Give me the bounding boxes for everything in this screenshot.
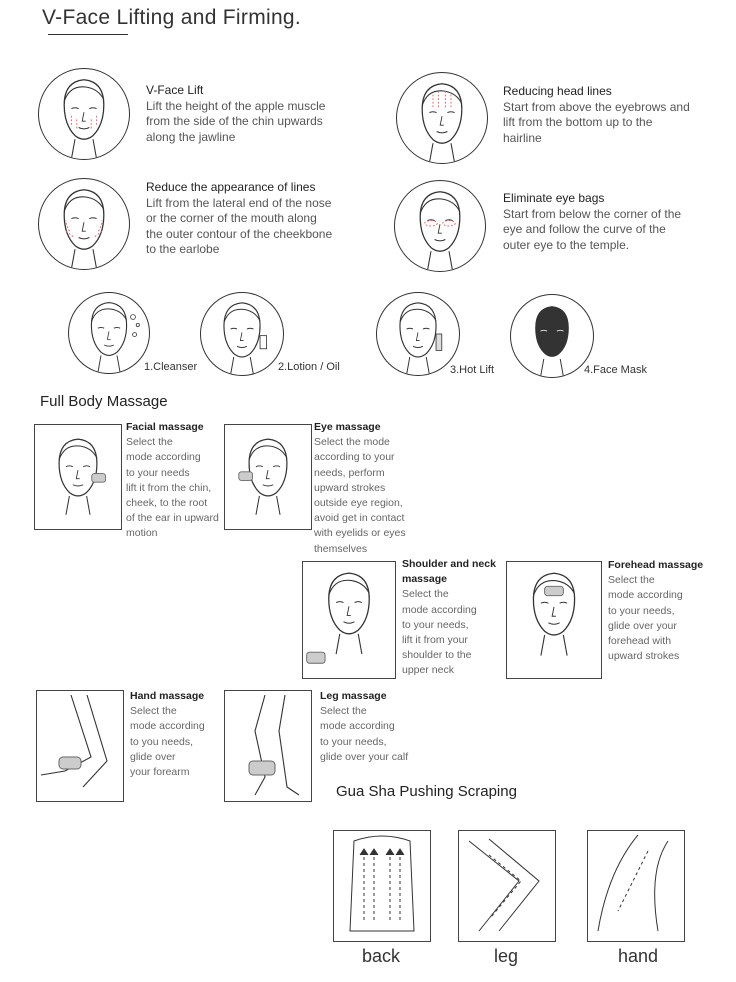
hand-massage-line: Select the [130, 705, 177, 718]
full-body-title: Full Body Massage [40, 393, 168, 410]
reduce-lines-illustration [38, 178, 130, 270]
gua-sha-back-illustration [333, 830, 431, 942]
hand-massage-line: mode according [130, 720, 205, 733]
shoulder-neck-heading2: massage [402, 573, 447, 586]
reduce-lines-line: or the corner of the mouth along [146, 211, 317, 225]
reduce-lines-heading: Reduce the appearance of lines [146, 180, 316, 194]
shoulder-neck-line: shoulder to the [402, 649, 472, 662]
head-lines-illustration [396, 72, 488, 164]
facial-massage-line: cheek, to the root [126, 497, 208, 510]
reduce-lines-line: the outer contour of the cheekbone [146, 226, 333, 241]
eye-bags-text [503, 191, 681, 253]
vface-lift-line: from the side of the chin upwards [146, 114, 323, 128]
page-title: V-Face Lifting and Firming. [42, 6, 302, 29]
hand-massage-line: glide over [130, 750, 176, 763]
forehead-massage-line: glide over your [608, 619, 677, 632]
vface-lift-heading: V-Face Lift [146, 83, 204, 97]
facial-massage-line: of the ear in upward [126, 512, 219, 525]
eye-massage-illustration [224, 424, 312, 530]
eye-bags-line: outer eye to the temple. [503, 237, 630, 252]
hand-massage-heading: Hand massage [130, 690, 205, 702]
head-lines-heading: Reducing head lines [503, 84, 612, 98]
hand-massage-illustration [36, 690, 124, 802]
shoulder-neck-line: lift it from your [402, 634, 468, 647]
hand-massage-line: to you needs, [130, 735, 194, 748]
forehead-massage-heading: Forehead massage [608, 559, 704, 571]
gua-sha-leg-illustration [458, 830, 556, 942]
leg-massage-line: mode according [320, 720, 395, 733]
forehead-massage-line: mode according [608, 589, 683, 602]
step-cleanser: 1.Cleanser [144, 361, 198, 373]
eye-massage-line: avoid get in contact [314, 512, 405, 525]
forehead-massage-text [608, 558, 703, 664]
face-mask-illustration [510, 294, 594, 378]
leg-massage-line: to your needs, [320, 735, 387, 748]
forehead-massage-line: Select the [608, 574, 655, 587]
eye-massage-line: according to your [314, 451, 395, 464]
leg-massage-text [320, 689, 408, 765]
gua-sha-leg-label: leg [493, 946, 519, 966]
eye-bags-heading: Eliminate eye bags [503, 191, 605, 205]
gua-sha-title: Gua Sha Pushing Scraping [336, 783, 517, 800]
facial-massage-line: motion [126, 527, 158, 540]
gua-sha-hand-label: hand [617, 946, 659, 966]
forehead-massage-line: upward strokes [608, 650, 680, 663]
shoulder-neck-text [402, 557, 496, 679]
gua-sha-hand-illustration [587, 830, 685, 942]
vface-lift-line: along the jawline [146, 129, 236, 144]
step-hot-lift: 3.Hot Lift [450, 364, 495, 376]
reduce-lines-line: to the earlobe [146, 242, 220, 256]
shoulder-neck-line: Select the [402, 588, 449, 601]
leg-massage-line: glide over your calf [320, 750, 409, 763]
shoulder-neck-illustration [302, 561, 396, 679]
hand-massage-line: your forearm [130, 766, 190, 779]
eye-massage-line: needs, perform [314, 466, 385, 479]
eye-bags-line: eye and follow the curve of the [503, 222, 666, 236]
leg-massage-illustration [224, 690, 312, 802]
eye-massage-line: themselves [314, 542, 368, 555]
facial-massage-text [126, 420, 219, 542]
head-lines-text [503, 84, 690, 146]
eye-massage-line: upward strokes [314, 481, 386, 494]
eye-massage-line: Select the mode [314, 436, 390, 449]
lotion-illustration [200, 292, 284, 376]
eye-massage-text [314, 420, 406, 557]
eye-bags-illustration [394, 180, 486, 272]
forehead-massage-illustration [506, 561, 602, 679]
title-underline [48, 34, 128, 35]
facial-massage-heading: Facial massage [126, 421, 204, 433]
eye-massage-heading: Eye massage [314, 421, 381, 433]
gua-sha-back-label: back [361, 946, 401, 966]
reduce-lines-text [146, 180, 332, 258]
forehead-massage-line: forehead with [608, 635, 672, 648]
facial-massage-line: to your needs [126, 466, 190, 479]
vface-lift-line: Lift the height of the apple muscle [146, 98, 326, 113]
hand-massage-text [130, 689, 205, 780]
facial-massage-line: Select the [126, 436, 173, 449]
eye-massage-line: outside eye region, [314, 497, 403, 510]
head-lines-line: hairline [503, 130, 542, 145]
step-face-mask: 4.Face Mask [584, 364, 647, 376]
eye-bags-line: Start from below the corner of the [503, 206, 682, 221]
shoulder-neck-line: upper neck [402, 664, 454, 677]
facial-massage-line: mode according [126, 451, 201, 464]
head-lines-line: Start from above the eyebrows and [503, 99, 690, 114]
facial-massage-illustration [34, 424, 122, 530]
leg-massage-line: Select the [320, 705, 367, 718]
head-lines-line: lift from the bottom up to the [503, 115, 653, 129]
hot-lift-illustration [376, 292, 460, 376]
cleanser-illustration [68, 292, 150, 374]
step-lotion: 2.Lotion / Oil [278, 361, 340, 373]
forehead-massage-line: to your needs, [608, 604, 675, 617]
vface-lift-illustration [38, 68, 130, 160]
reduce-lines-line: Lift from the lateral end of the nose [146, 195, 332, 210]
shoulder-neck-heading: Shoulder and neck [402, 558, 496, 570]
shoulder-neck-line: to your needs, [402, 618, 469, 631]
eye-massage-line: with eyelids or eyes [314, 527, 406, 540]
shoulder-neck-line: mode according [402, 603, 477, 616]
leg-massage-heading: Leg massage [320, 690, 387, 702]
facial-massage-line: lift it from the chin, [126, 481, 212, 494]
vface-lift-text [146, 83, 325, 145]
